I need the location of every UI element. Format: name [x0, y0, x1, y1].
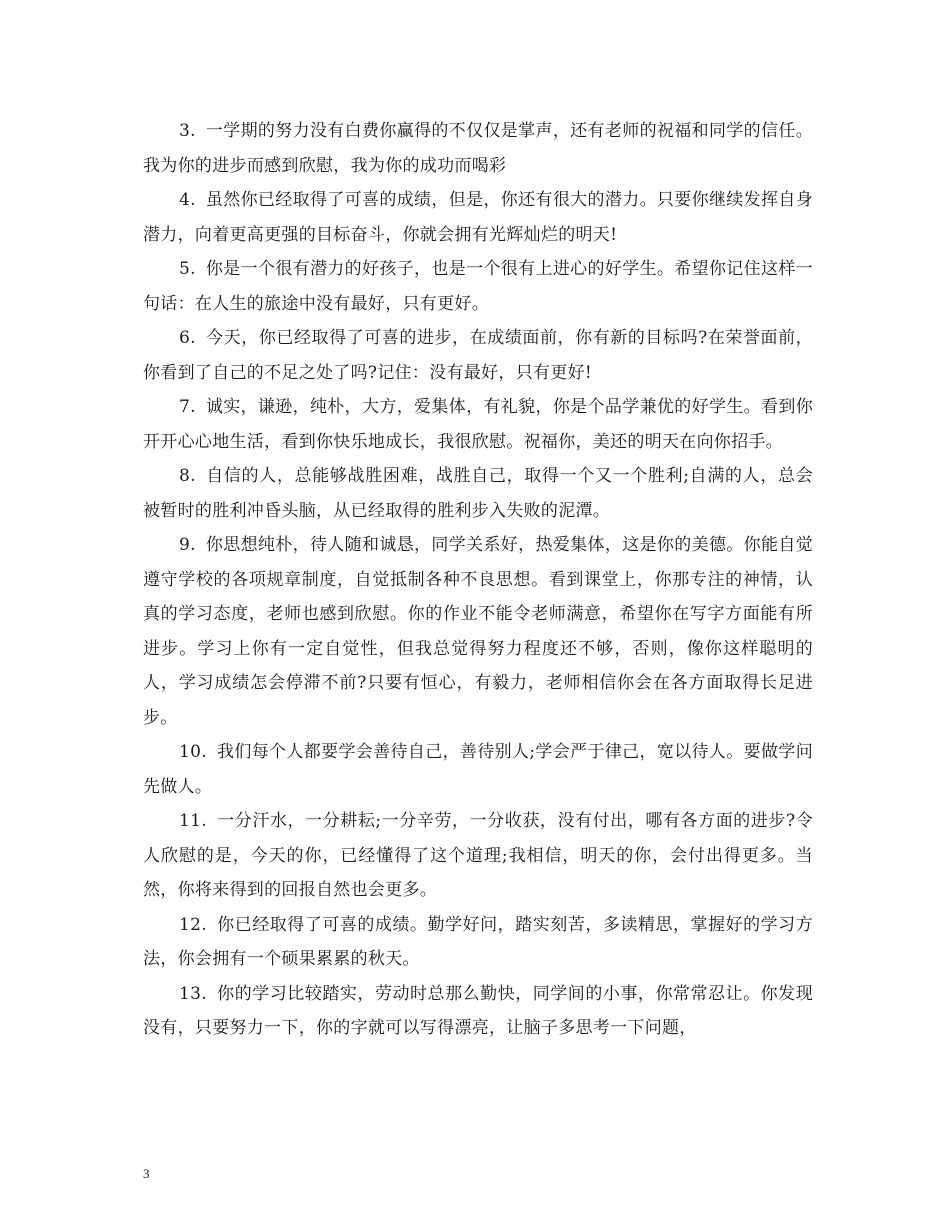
paragraph-text: 我们每个人都要学会善待自己，善待别人;学会严于律己，宽以待人。要做学问先做人。: [143, 742, 813, 797]
paragraph-number: 6.: [179, 328, 196, 348]
paragraph-number: 8.: [179, 466, 196, 486]
paragraph-7: [143, 390, 813, 459]
paragraph-number: 9.: [179, 535, 196, 555]
page-number: 3: [143, 1166, 150, 1181]
paragraph-13: [143, 977, 813, 1046]
paragraph-5: [143, 252, 813, 321]
paragraph-6: [143, 321, 813, 390]
paragraph-text: 诚实，谦逊，纯朴，大方，爱集体，有礼貌，你是个品学兼优的好学生。看到你开开心心地生活，看到你快乐地成长，我很欣慰。祝福你，美还的明天在向你招手。: [143, 397, 813, 452]
paragraph-number: 11.: [179, 811, 207, 831]
paragraph-text: 你已经取得了可喜的成绩。勤学好问，踏实刻苦，多读精思，掌握好的学习方法，你会拥有一个硕果累累的秋天。: [143, 914, 813, 969]
paragraph-number: 13.: [179, 983, 207, 1004]
paragraph-4: [143, 183, 813, 252]
document-body: [143, 114, 813, 1046]
paragraph-number: 12.: [179, 914, 207, 935]
paragraph-text: 一学期的努力没有白费你赢得的不仅仅是掌声，还有老师的祝福和同学的信任。我为你的进步而感到欣慰，我为你的成功而喝彩: [143, 121, 813, 176]
paragraph-text: 今天，你已经取得了可喜的进步，在成绩面前，你有新的目标吗?在荣誉面前，你看到了自己的不足之处了吗?记住：没有最好，只有更好!: [143, 328, 813, 383]
paragraph-text: 你的学习比较踏实，劳动时总那么勤快，同学间的小事，你常常忍让。你发现没有，只要努力一下，你的字就可以写得漂亮，让脑子多思考一下问题，: [143, 983, 813, 1038]
paragraph-text: 你是一个很有潜力的好孩子，也是一个很有上进心的好学生。希望你记住这样一句话：在人生的旅途中没有最好，只有更好。: [143, 259, 813, 314]
paragraph-number: 3.: [179, 121, 196, 141]
paragraph-10: [143, 735, 813, 804]
paragraph-text: 你思想纯朴，待人随和诚恳，同学关系好，热爱集体，这是你的美德。你能自觉遵守学校的各项规章制度，自觉抵制各种不良思想。看到课堂上，你那专注的神情，认真的学习态度，老师也感到欣慰。你的作业不能令老师满意，希望你在写字方面能有所进步。学习上你有一定自觉性，但我总觉得努力程度还不够，否则，像你这样聪明的人，学习成绩怎会停滞不前?只要有恒心，有毅力，老师相信你会在各方面取得长足进步。: [143, 535, 813, 728]
paragraph-text: 一分汗水，一分耕耘;一分辛劳，一分收获，没有付出，哪有各方面的进步?令人欣慰的是，今天的你，已经懂得了这个道理;我相信，明天的你，会付出得更多。当然，你将来得到的回报自然也会更多。: [143, 811, 813, 900]
paragraph-11: [143, 804, 813, 908]
paragraph-text: 自信的人，总能够战胜困难，战胜自己，取得一个又一个胜利;自满的人，总会被暂时的胜利冲昏头脑，从已经取得的胜利步入失败的泥潭。: [143, 466, 813, 521]
paragraph-number: 7.: [179, 397, 196, 417]
paragraph-3: [143, 114, 813, 183]
paragraph-12: [143, 908, 813, 977]
paragraph-8: [143, 459, 813, 528]
paragraph-text: 虽然你已经取得了可喜的成绩，但是，你还有很大的潜力。只要你继续发挥自身潜力，向着更高更强的目标奋斗，你就会拥有光辉灿烂的明天!: [143, 190, 813, 245]
paragraph-9: [143, 528, 813, 735]
paragraph-number: 5.: [179, 259, 196, 279]
paragraph-number: 4.: [179, 190, 196, 210]
paragraph-number: 10.: [179, 742, 207, 762]
